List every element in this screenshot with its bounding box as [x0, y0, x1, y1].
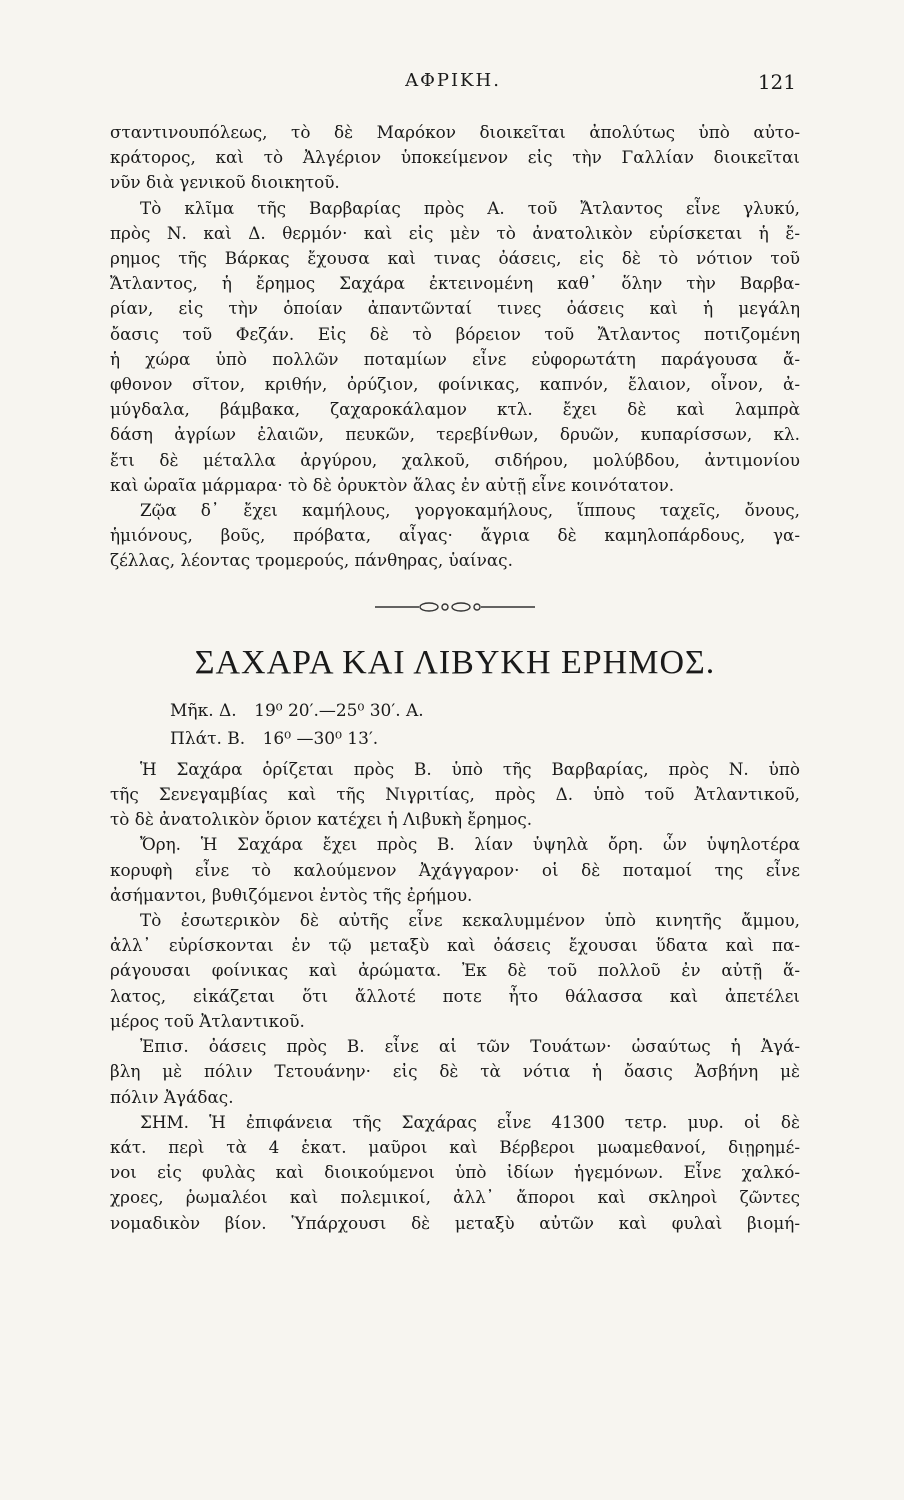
page-header [110, 70, 796, 100]
text-line: κορυφὴ εἶνε τὸ καλούμενον Ἀχάγγαρον· οἱ δὲ ποταμοί της εἶνε [110, 859, 800, 880]
longitude-line [110, 697, 800, 725]
text-line: καὶ ὡραῖα μάρμαρα· τὸ δὲ ὀρυκτὸν ἅλας ἐν αὐτῇ εἶνε κοινότατον. [110, 474, 675, 495]
paragraph-boundaries [110, 757, 800, 833]
paragraph-oases [110, 1034, 800, 1110]
text-line: πόλιν Ἀγάδας. [110, 1086, 234, 1107]
text-line: ἀσήμαντοι, βυθιζόμενοι ἐντὸς τῆς ἐρήμου. [110, 884, 473, 905]
text-line: νῦν διὰ γενικοῦ διοικητοῦ. [110, 172, 340, 193]
text-line: ἀλλ᾽ εὑρίσκονται ἐν τῷ μεταξὺ καὶ ὀάσεις ἔχουσαι ὕδατα καὶ πα- [110, 935, 800, 956]
page-body [110, 120, 800, 1236]
text-line: ζέλλας, λέοντας τρομερούς, πάνθηρας, ὑαίνας. [110, 550, 513, 571]
text-line: ρημος τῆς Βάρκας ἔχουσα καὶ τινας ὀάσεις, εἰς δὲ τὸ νότιον τοῦ [110, 248, 800, 269]
text-line: ράγουσαι φοίνικας καὶ ἀρώματα. Ἐκ δὲ τοῦ πολλοῦ ἐν αὐτῇ ἅ- [110, 960, 800, 981]
text-line: Ὄρη. Ἡ Σαχάρα ἔχει πρὸς Β. λίαν ὑψηλὰ ὄρη. ὧν ὑψηλοτέρα [140, 834, 800, 855]
text-line: τὸ δὲ ἀνατολικὸν ὅριον κατέχει ἡ Λιβυκὴ ἔρημος. [110, 809, 533, 830]
latitude-label: Πλάτ. Β. [170, 728, 246, 749]
text-line: ΣΗΜ. Ἡ ἐπιφάνεια τῆς Σαχάρας εἶνε 41300 τετρ. μυρ. οἱ δὲ [140, 1111, 800, 1132]
text-line: Ἡ Σαχάρα ὁρίζεται πρὸς Β. ὑπὸ τῆς Βαρβαρίας, πρὸς Ν. ὑπὸ [140, 758, 800, 779]
text-line: ἔτι δὲ μέταλλα ἀργύρου, χαλκοῦ, σιδήρου, μολύβδου, ἀντιμονίου [110, 449, 800, 470]
section-heading: ΣΑΧΑΡΑ ΚΑΙ ΛΙΒΥΚΗ ΕΡΗΜΟΣ. [194, 643, 716, 681]
coordinates-block [110, 697, 800, 753]
text-line: μέρος τοῦ Ἀτλαντικοῦ. [110, 1010, 305, 1031]
text-line: δάση ἀγρίων ἐλαιῶν, πευκῶν, τερεβίνθων, δρυῶν, κυπαρίσσων, κλ. [110, 424, 800, 445]
text-line: νοι εἰς φυλὰς καὶ διοικούμενοι ὑπὸ ἰδίων ἡγεμόνων. Εἶνε χαλκό- [110, 1162, 800, 1183]
text-line: ἡμιόνους, βοῦς, πρόβατα, αἶγας· ἄγρια δὲ καμηλοπάρδους, γα- [110, 525, 800, 546]
text-line: νομαδικὸν βίον. Ὑπάρχουσι δὲ μεταξὺ αὐτῶν καὶ φυλαὶ βιομή- [110, 1212, 800, 1233]
text-line: λατος, εἰκάζεται ὅτι ἄλλοτέ ποτε ἦτο θάλασσα καὶ ἀπετέλει [110, 985, 800, 1006]
paragraph-animals [110, 498, 800, 574]
ornamental-divider [110, 598, 800, 623]
text-line: πρὸς Ν. καὶ Δ. θερμόν· καὶ εἰς μὲν τὸ ἀνατολικὸν εὑρίσκεται ἡ ἔ- [110, 222, 800, 243]
text-line: βλη μὲ πόλιν Τετουάνην· εἰς δὲ τὰ νότια ἡ ὄασις Ἀσβήνη μὲ [110, 1061, 800, 1082]
longitude-value: 19⁰ 20′.—25⁰ 30′. Α. [254, 700, 424, 721]
latitude-line [110, 725, 800, 753]
text-line: κάτ. περὶ τὰ 4 ἑκατ. μαῦροι καὶ Βέρβεροι μωαμεθανοί, διῃρημέ- [110, 1136, 800, 1157]
text-line: σταντινουπόλεως, τὸ δὲ Μαρόκον διοικεῖται ἀπολύτως ὑπὸ αὐτο- [110, 122, 800, 142]
text-line: τῆς Σενεγαμβίας καὶ τῆς Νιγριτίας, πρὸς Δ. ὑπὸ τοῦ Ἀτλαντικοῦ, [110, 784, 800, 805]
text-line: ρίαν, εἰς τὴν ὁποίαν ἀπαντῶνταί τινες ὀάσεις καὶ ἡ μεγάλη [110, 298, 800, 319]
text-line: κράτορος, καὶ τὸ Ἀλγέριον ὑποκείμενον εἰς τὴν Γαλλίαν διοικεῖται [110, 147, 800, 168]
text-line: Ἐπισ. ὀάσεις πρὸς Β. εἶνε αἱ τῶν Τουάτων· ὡσαύτως ἡ Ἀγά- [140, 1036, 800, 1057]
longitude-label: Μῆκ. Δ. [170, 700, 237, 721]
page-number: 121 [757, 70, 796, 94]
text-line: ἡ χώρα ὑπὸ πολλῶν ποταμίων εἶνε εὐφορωτάτη παράγουσα ἄ- [110, 348, 800, 369]
text-line: Τὸ ἐσωτερικὸν δὲ αὐτῆς εἶνε κεκαλυμμένον ὑπὸ κινητῆς ἄμμου, [140, 910, 800, 931]
paragraph-interior [110, 908, 800, 1034]
text-line: Ζῷα δ᾽ ἔχει καμήλους, γοργοκαμήλους, ἵππους ταχεῖς, ὄνους, [140, 500, 800, 521]
text-line: Τὸ κλῖμα τῆς Βαρβαρίας πρὸς Α. τοῦ Ἄτλαντος εἶνε γλυκύ, [140, 197, 800, 218]
divider-ornament-icon [375, 600, 535, 614]
text-line: ὄασις τοῦ Φεζάν. Εἰς δὲ τὸ βόρειον τοῦ Ἄτλαντος ποτιζομένη [110, 323, 800, 344]
paragraph-mountains [110, 832, 800, 908]
latitude-value: 16⁰ —30⁰ 13′. [262, 728, 379, 749]
text-line: χροες, ῥωμαλέοι καὶ πολεμικοί, ἀλλ᾽ ἄποροι καὶ σκληροὶ ζῶντες [110, 1187, 800, 1208]
paragraph-climate [110, 196, 800, 498]
text-line: φθονον σῖτον, κριθήν, ὀρύζιον, φοίνικας, καπνόν, ἔλαιον, οἶνον, ἀ- [110, 374, 800, 395]
running-title: ΑΦΡΙΚΗ. [405, 70, 501, 91]
paragraph-note [110, 1110, 800, 1236]
text-line: μύγδαλα, βάμβακα, ζαχαροκάλαμον κτλ. ἔχει δὲ καὶ λαμπρὰ [110, 399, 800, 420]
paragraph-barbary-administration [110, 120, 800, 196]
text-line: Ἄτλαντος, ἡ ἔρημος Σαχάρα ἐκτεινομένη καθ᾽ ὅλην τὴν Βαρβα- [110, 273, 800, 294]
